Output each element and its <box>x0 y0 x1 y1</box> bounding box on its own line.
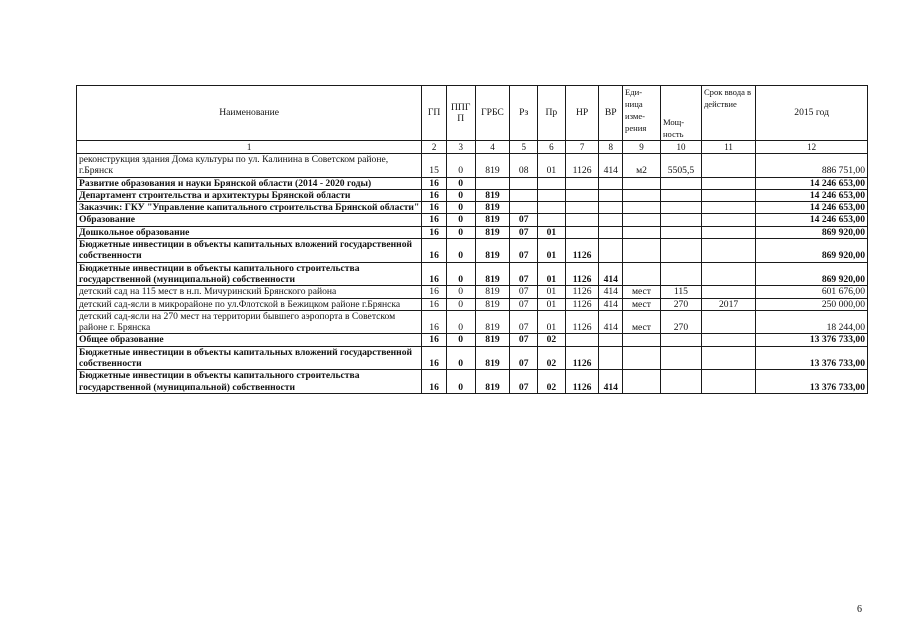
row-name-cell: Развитие образования и науки Брянской области (2014 - 2020 годы) <box>77 177 422 189</box>
row-amount-cell: 13 376 733,00 <box>756 370 868 394</box>
column-number: 6 <box>538 141 566 154</box>
header-gp: ГП <box>422 86 447 141</box>
table-row <box>77 370 868 394</box>
header-unit: Еди- ница изме- рения <box>623 86 661 141</box>
row-ppg-cell: 0 <box>446 154 475 178</box>
column-number: 12 <box>756 141 868 154</box>
row-rz-cell: 07 <box>510 310 538 334</box>
row-amount-cell: 14 246 653,00 <box>756 189 868 201</box>
row-srok-cell <box>701 334 755 346</box>
row-name-cell: Бюджетные инвестиции в объекты капитального строительства государственной (муниципальной) собственности <box>77 370 422 394</box>
table-row <box>77 202 868 214</box>
row-pr-cell <box>538 214 566 226</box>
table-row <box>77 239 868 263</box>
row-srok-cell <box>701 154 755 178</box>
row-rz-cell: 07 <box>510 262 538 286</box>
table-row <box>77 298 868 310</box>
row-name-cell: Департамент строительства и архитектуры Брянской области <box>77 189 422 201</box>
row-vr-cell: 414 <box>599 370 623 394</box>
row-unit-cell <box>623 334 661 346</box>
row-rz-cell <box>510 202 538 214</box>
row-srok-cell <box>701 202 755 214</box>
column-number: 4 <box>475 141 510 154</box>
row-name-cell: Бюджетные инвестиции в объекты капитальных вложений государственной собственности <box>77 346 422 370</box>
row-ppg-cell: 0 <box>446 298 475 310</box>
row-srok-cell <box>701 262 755 286</box>
row-grbs-cell: 819 <box>475 226 510 238</box>
row-vr-cell: 414 <box>599 310 623 334</box>
row-nr-cell: 1126 <box>565 239 599 263</box>
row-pr-cell: 02 <box>538 346 566 370</box>
column-number-row <box>77 141 868 154</box>
row-gp-cell: 16 <box>422 346 447 370</box>
row-rz-cell: 07 <box>510 214 538 226</box>
row-ppg-cell: 0 <box>446 334 475 346</box>
row-unit-cell: м2 <box>623 154 661 178</box>
row-unit-cell: мест <box>623 310 661 334</box>
row-rz-cell: 07 <box>510 226 538 238</box>
row-unit-cell <box>623 226 661 238</box>
row-rz-cell: 07 <box>510 346 538 370</box>
row-grbs-cell: 819 <box>475 189 510 201</box>
table-row <box>77 226 868 238</box>
row-name-cell: Образование <box>77 214 422 226</box>
row-srok-cell <box>701 226 755 238</box>
row-srok-cell: 2017 <box>701 298 755 310</box>
row-grbs-cell: 819 <box>475 154 510 178</box>
row-power-cell <box>660 202 701 214</box>
row-amount-cell: 250 000,00 <box>756 298 868 310</box>
row-ppg-cell: 0 <box>446 286 475 298</box>
row-nr-cell <box>565 202 599 214</box>
row-power-cell: 115 <box>660 286 701 298</box>
row-srok-cell <box>701 214 755 226</box>
row-ppg-cell: 0 <box>446 189 475 201</box>
row-pr-cell <box>538 202 566 214</box>
row-nr-cell: 1126 <box>565 370 599 394</box>
row-pr-cell: 01 <box>538 298 566 310</box>
row-power-cell: 5505,5 <box>660 154 701 178</box>
row-power-cell <box>660 214 701 226</box>
row-ppg-cell: 0 <box>446 310 475 334</box>
table-row <box>77 177 868 189</box>
row-nr-cell <box>565 189 599 201</box>
row-power-cell <box>660 239 701 263</box>
header-nr: НР <box>565 86 599 141</box>
row-nr-cell: 1126 <box>565 346 599 370</box>
row-vr-cell <box>599 214 623 226</box>
row-grbs-cell: 819 <box>475 202 510 214</box>
row-unit-cell <box>623 370 661 394</box>
column-number: 9 <box>623 141 661 154</box>
row-power-cell <box>660 226 701 238</box>
row-gp-cell: 16 <box>422 310 447 334</box>
row-name-cell: детский сад-ясли на 270 мест на территории бывшего аэропорта в Советском районе г. Брянска <box>77 310 422 334</box>
row-name-cell: Бюджетные инвестиции в объекты капитального строительства государственной (муниципальной) собственности <box>77 262 422 286</box>
row-power-cell: 270 <box>660 310 701 334</box>
row-ppg-cell: 0 <box>446 202 475 214</box>
header-rz: Рз <box>510 86 538 141</box>
budget-table <box>76 85 868 394</box>
row-name-cell: детский сад на 115 мест в н.п. Мичуринский Брянского района <box>77 286 422 298</box>
row-name-cell: Дошкольное образование <box>77 226 422 238</box>
table-row <box>77 310 868 334</box>
table-body <box>77 154 868 394</box>
row-pr-cell: 01 <box>538 262 566 286</box>
row-vr-cell: 414 <box>599 262 623 286</box>
column-number: 7 <box>565 141 599 154</box>
row-amount-cell: 869 920,00 <box>756 239 868 263</box>
row-gp-cell: 16 <box>422 202 447 214</box>
page-number: 6 <box>857 604 862 615</box>
row-vr-cell <box>599 226 623 238</box>
row-amount-cell: 13 376 733,00 <box>756 346 868 370</box>
header-ppg: ППГ П <box>446 86 475 141</box>
row-power-cell: 270 <box>660 298 701 310</box>
row-grbs-cell: 819 <box>475 298 510 310</box>
table-row <box>77 334 868 346</box>
row-nr-cell <box>565 214 599 226</box>
row-nr-cell <box>565 334 599 346</box>
row-vr-cell: 414 <box>599 298 623 310</box>
row-vr-cell: 414 <box>599 286 623 298</box>
header-pr: Пр <box>538 86 566 141</box>
row-vr-cell <box>599 189 623 201</box>
row-pr-cell: 01 <box>538 239 566 263</box>
row-gp-cell: 16 <box>422 189 447 201</box>
row-unit-cell <box>623 239 661 263</box>
row-name-cell: Заказчик: ГКУ "Управление капитального строительства Брянской области" <box>77 202 422 214</box>
row-amount-cell: 14 246 653,00 <box>756 177 868 189</box>
row-vr-cell <box>599 346 623 370</box>
row-rz-cell: 07 <box>510 370 538 394</box>
row-amount-cell: 14 246 653,00 <box>756 214 868 226</box>
row-unit-cell <box>623 346 661 370</box>
row-rz-cell <box>510 189 538 201</box>
column-number: 3 <box>446 141 475 154</box>
row-name-cell: детский сад-ясли в микрорайоне по ул.Флотской в Бежицком районе г.Брянска <box>77 298 422 310</box>
row-power-cell <box>660 346 701 370</box>
header-power: Мощ- ность <box>660 86 701 141</box>
row-gp-cell: 16 <box>422 214 447 226</box>
row-power-cell <box>660 334 701 346</box>
row-ppg-cell: 0 <box>446 346 475 370</box>
row-grbs-cell: 819 <box>475 239 510 263</box>
row-pr-cell: 02 <box>538 334 566 346</box>
column-number: 11 <box>701 141 755 154</box>
row-power-cell <box>660 177 701 189</box>
row-srok-cell <box>701 310 755 334</box>
row-gp-cell: 16 <box>422 286 447 298</box>
row-ppg-cell: 0 <box>446 226 475 238</box>
row-nr-cell: 1126 <box>565 262 599 286</box>
row-grbs-cell: 819 <box>475 370 510 394</box>
header-name: Наименование <box>77 86 422 141</box>
row-unit-cell <box>623 262 661 286</box>
row-pr-cell: 01 <box>538 226 566 238</box>
row-srok-cell <box>701 286 755 298</box>
row-nr-cell: 1126 <box>565 286 599 298</box>
row-unit-cell <box>623 214 661 226</box>
row-grbs-cell: 819 <box>475 214 510 226</box>
row-ppg-cell: 0 <box>446 262 475 286</box>
row-gp-cell: 16 <box>422 298 447 310</box>
column-number: 5 <box>510 141 538 154</box>
row-unit-cell <box>623 177 661 189</box>
row-nr-cell: 1126 <box>565 298 599 310</box>
row-srok-cell <box>701 370 755 394</box>
column-number: 10 <box>660 141 701 154</box>
row-pr-cell <box>538 189 566 201</box>
row-pr-cell: 01 <box>538 154 566 178</box>
row-gp-cell: 16 <box>422 239 447 263</box>
table-row <box>77 189 868 201</box>
row-srok-cell <box>701 189 755 201</box>
column-number: 8 <box>599 141 623 154</box>
row-amount-cell: 869 920,00 <box>756 226 868 238</box>
row-rz-cell: 07 <box>510 239 538 263</box>
row-gp-cell: 15 <box>422 154 447 178</box>
row-grbs-cell: 819 <box>475 286 510 298</box>
row-unit-cell <box>623 202 661 214</box>
row-pr-cell: 02 <box>538 370 566 394</box>
row-grbs-cell <box>475 177 510 189</box>
row-pr-cell: 01 <box>538 310 566 334</box>
row-grbs-cell: 819 <box>475 334 510 346</box>
row-ppg-cell: 0 <box>446 214 475 226</box>
table-row <box>77 154 868 178</box>
row-vr-cell <box>599 177 623 189</box>
row-ppg-cell: 0 <box>446 177 475 189</box>
row-amount-cell: 18 244,00 <box>756 310 868 334</box>
row-grbs-cell: 819 <box>475 346 510 370</box>
header-vr: ВР <box>599 86 623 141</box>
row-name-cell: Общее образование <box>77 334 422 346</box>
row-power-cell <box>660 189 701 201</box>
table-row <box>77 346 868 370</box>
row-gp-cell: 16 <box>422 370 447 394</box>
row-gp-cell: 16 <box>422 226 447 238</box>
row-gp-cell: 16 <box>422 262 447 286</box>
row-nr-cell <box>565 177 599 189</box>
row-nr-cell: 1126 <box>565 310 599 334</box>
row-rz-cell: 07 <box>510 286 538 298</box>
row-pr-cell <box>538 177 566 189</box>
row-name-cell: реконструкция здания Дома культуры по ул. Калинина в Советском районе, г.Брянск <box>77 154 422 178</box>
row-amount-cell: 869 920,00 <box>756 262 868 286</box>
row-unit-cell <box>623 189 661 201</box>
row-nr-cell <box>565 226 599 238</box>
row-name-cell: Бюджетные инвестиции в объекты капитальных вложений государственной собственности <box>77 239 422 263</box>
row-vr-cell: 414 <box>599 154 623 178</box>
row-ppg-cell: 0 <box>446 239 475 263</box>
row-ppg-cell: 0 <box>446 370 475 394</box>
row-power-cell <box>660 262 701 286</box>
row-pr-cell: 01 <box>538 286 566 298</box>
row-vr-cell <box>599 334 623 346</box>
column-number: 1 <box>77 141 422 154</box>
row-power-cell <box>660 370 701 394</box>
header-row <box>77 86 868 141</box>
header-year: 2015 год <box>756 86 868 141</box>
column-number: 2 <box>422 141 447 154</box>
row-amount-cell: 601 676,00 <box>756 286 868 298</box>
header-srok: Срок ввода в действие <box>701 86 755 141</box>
row-amount-cell: 14 246 653,00 <box>756 202 868 214</box>
row-unit-cell: мест <box>623 286 661 298</box>
row-vr-cell <box>599 202 623 214</box>
row-amount-cell: 13 376 733,00 <box>756 334 868 346</box>
row-srok-cell <box>701 346 755 370</box>
row-rz-cell: 08 <box>510 154 538 178</box>
row-rz-cell: 07 <box>510 298 538 310</box>
table-row <box>77 286 868 298</box>
row-amount-cell: 886 751,00 <box>756 154 868 178</box>
row-vr-cell <box>599 239 623 263</box>
row-gp-cell: 16 <box>422 177 447 189</box>
table-row <box>77 214 868 226</box>
row-srok-cell <box>701 177 755 189</box>
row-unit-cell: мест <box>623 298 661 310</box>
row-grbs-cell: 819 <box>475 262 510 286</box>
table-row <box>77 262 868 286</box>
row-srok-cell <box>701 239 755 263</box>
row-rz-cell <box>510 177 538 189</box>
row-rz-cell: 07 <box>510 334 538 346</box>
row-gp-cell: 16 <box>422 334 447 346</box>
header-grbs: ГРБС <box>475 86 510 141</box>
row-nr-cell: 1126 <box>565 154 599 178</box>
row-grbs-cell: 819 <box>475 310 510 334</box>
